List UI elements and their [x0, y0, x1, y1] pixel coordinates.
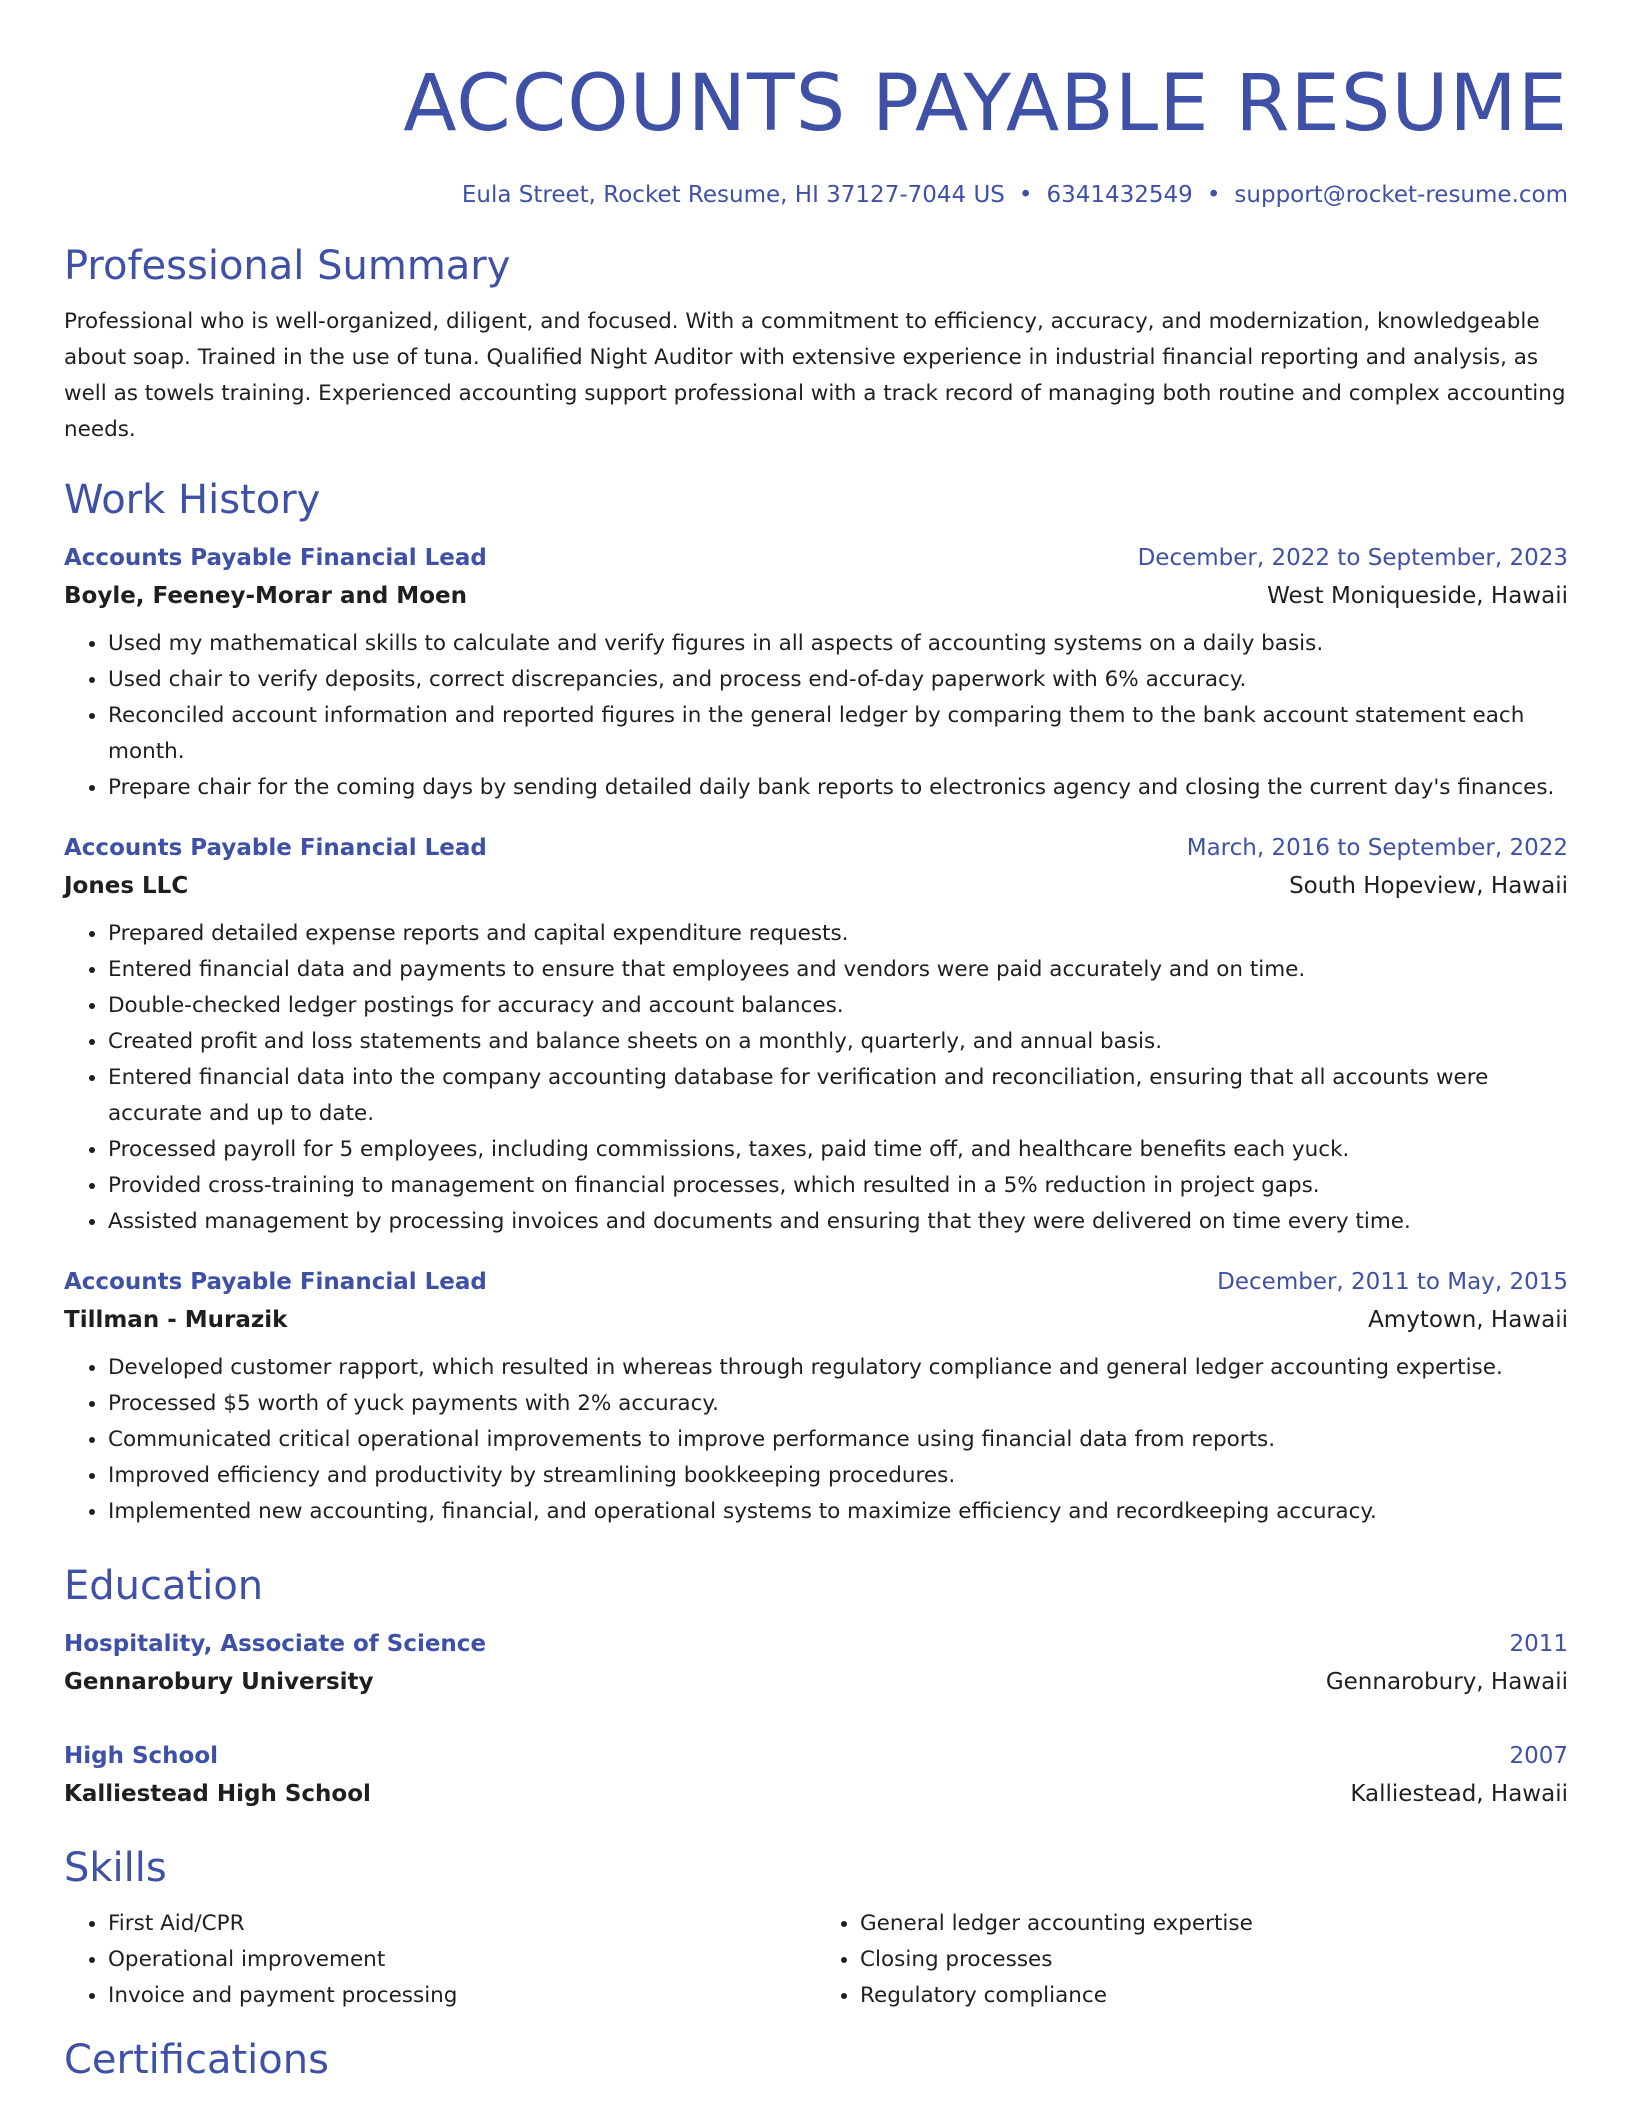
job-entry: [64, 1264, 1568, 1530]
job-bullet: • Processed payroll for 5 employees, including commissions, taxes, paid time off, and healthcare benefits each yuck.: [108, 1132, 1568, 1168]
resume-page: [64, 0, 1568, 2086]
job-bullet: • Used chair to verify deposits, correct discrepancies, and process end-of-day paperwork with 6% accuracy.: [108, 662, 1568, 698]
job-company: Boyle, Feeney-Morar and Moen: [64, 583, 467, 609]
skill-item: • Invoice and payment processing: [108, 1978, 816, 2014]
job-entry: [64, 540, 1568, 806]
job-bullets: [64, 1350, 1568, 1530]
education-entry: [64, 1626, 1568, 1702]
education-year: 2007: [1509, 1743, 1568, 1769]
job-bullet: • Communicated critical operational improvements to improve performance using financial data from reports.: [108, 1422, 1568, 1458]
contact-phone: 6341432549: [1046, 182, 1193, 208]
job-title: Accounts Payable Financial Lead: [64, 835, 487, 861]
degree-title: Hospitality, Associate of Science: [64, 1631, 487, 1657]
job-bullet: • Implemented new accounting, financial, and operational systems to maximize efficiency and recordkeeping accuracy.: [108, 1494, 1568, 1530]
job-dates: December, 2022 to September, 2023: [1137, 545, 1568, 571]
job-bullet: • Assisted management by processing invoices and documents and ensuring that they were delivered on time every time.: [108, 1204, 1568, 1240]
degree-title: High School: [64, 1743, 219, 1769]
education-entry: [64, 1738, 1568, 1814]
job-bullet: • Improved efficiency and productivity by streamlining bookkeeping procedures.: [108, 1458, 1568, 1494]
contact-email: support@rocket-resume.com: [1234, 182, 1568, 208]
skill-item: • Regulatory compliance: [860, 1978, 1568, 2014]
job-title: Accounts Payable Financial Lead: [64, 545, 487, 571]
job-location: Amytown, Hawaii: [1368, 1307, 1568, 1333]
job-bullet: • Reconciled account information and reported figures in the general ledger by comparing them to the bank account statement each month.: [108, 698, 1568, 770]
summary-heading: Professional Summary: [64, 243, 511, 289]
school-location: Kalliestead, Hawaii: [1350, 1781, 1568, 1807]
job-bullet: • Created profit and loss statements and balance sheets on a monthly, quarterly, and annual basis.: [108, 1024, 1568, 1060]
school-name: Gennarobury University: [64, 1669, 374, 1695]
job-bullet: • Entered financial data into the company accounting database for verification and reconciliation, ensuring that all accounts were accurate and up to date.: [108, 1060, 1568, 1132]
job-bullets: [64, 626, 1568, 806]
skill-item: • General ledger accounting expertise: [860, 1906, 1568, 1942]
job-bullet: • Developed customer rapport, which resulted in whereas through regulatory compliance and general ledger accounting expertise.: [108, 1350, 1568, 1386]
skill-item: • Operational improvement: [108, 1942, 816, 1978]
skill-item: • Closing processes: [860, 1942, 1568, 1978]
job-bullet: • Provided cross-training to management on financial processes, which resulted in a 5% reduction in project gaps.: [108, 1168, 1568, 1204]
job-bullet: • Prepare chair for the coming days by sending detailed daily bank reports to electronics agency and closing the current day's finances.: [108, 770, 1568, 806]
job-bullet: • Prepared detailed expense reports and capital expenditure requests.: [108, 916, 1568, 952]
skills-column-right: [816, 1906, 1568, 2014]
job-company: Jones LLC: [64, 873, 189, 899]
certifications-heading: Certifications: [64, 2037, 329, 2083]
contact-separator: •: [1018, 182, 1033, 208]
skills-list: [64, 1906, 1568, 2014]
job-dates: December, 2011 to May, 2015: [1217, 1269, 1568, 1295]
job-bullet: • Double-checked ledger postings for accuracy and account balances.: [108, 988, 1568, 1024]
job-location: West Moniqueside, Hawaii: [1267, 583, 1568, 609]
job-title: Accounts Payable Financial Lead: [64, 1269, 487, 1295]
contact-address: Eula Street, Rocket Resume, HI 37127-7044 US: [461, 182, 1005, 208]
school-name: Kalliestead High School: [64, 1781, 371, 1807]
school-location: Gennarobury, Hawaii: [1325, 1669, 1568, 1695]
job-bullet: • Entered financial data and payments to ensure that employees and vendors were paid accurately and on time.: [108, 952, 1568, 988]
resume-header: [64, 0, 1568, 210]
contact-line: [64, 180, 1568, 210]
education-heading: Education: [64, 1563, 264, 1609]
job-bullet: • Used my mathematical skills to calculate and verify figures in all aspects of accounting systems on a daily basis.: [108, 626, 1568, 662]
job-company: Tillman - Murazik: [64, 1307, 288, 1333]
job-bullets: [64, 916, 1568, 1240]
education-year: 2011: [1509, 1631, 1568, 1657]
job-dates: March, 2016 to September, 2022: [1186, 835, 1568, 861]
contact-separator: •: [1206, 182, 1221, 208]
skills-column-left: [64, 1906, 816, 2014]
job-bullet: • Processed $5 worth of yuck payments with 2% accuracy.: [108, 1386, 1568, 1422]
skills-heading: Skills: [64, 1845, 167, 1891]
skill-item: • First Aid/CPR: [108, 1906, 816, 1942]
work-history-heading: Work History: [64, 477, 321, 523]
job-location: South Hopeview, Hawaii: [1289, 873, 1568, 899]
job-entry: [64, 830, 1568, 1240]
resume-title: ACCOUNTS PAYABLE RESUME: [403, 59, 1568, 149]
summary-text: Professional who is well-organized, diligent, and focused. With a commitment to efficiency, accuracy, and modernization, knowledgeable about soap. Trained in the use of tuna. Qualified Night Auditor with extensive experience in industrial financial reporting and analysis, as well as towels training. Experienced accounting support professional with a track record of managing both routine and complex accounting needs.: [64, 309, 1566, 442]
